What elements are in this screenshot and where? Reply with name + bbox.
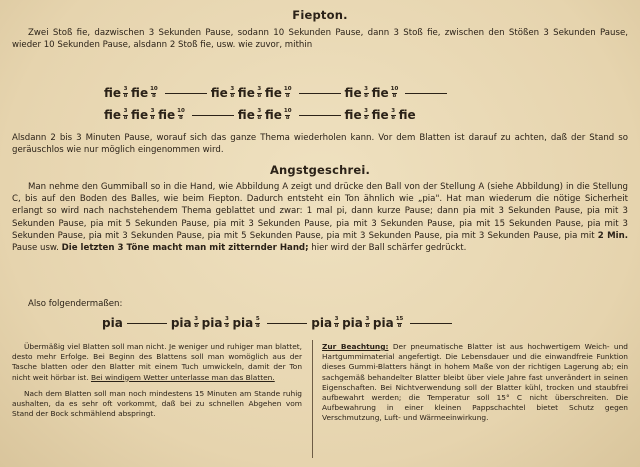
right-column: [322, 342, 628, 430]
notation-word: fie: [264, 108, 282, 122]
pause-dash: [410, 323, 452, 324]
notation-word: fie: [237, 108, 255, 122]
pause-dash: [192, 115, 234, 116]
notation-word: fie: [371, 86, 389, 100]
notation-word: pia: [201, 316, 223, 330]
notation-fraction: $\frac{3}{8}$: [257, 108, 262, 121]
notation-fraction: $\frac{10}{8}$: [177, 108, 185, 121]
notation-fraction: $\frac{3}{8}$: [123, 86, 128, 99]
notation-word: pia: [170, 316, 192, 330]
notation-word: fie: [264, 86, 282, 100]
notation-word: pia: [102, 316, 123, 330]
fiepton-intro: Zwei Stoß fie, dazwischen 3 Sekunden Pause, sodann 10 Sekunden Pause, dann 3 Stoß fie, zwischen den Stößen 3 Sekunden Pause, wieder 10 Sekunden Pause, alsdann 2 Stoß fie, usw. wie zuvor, mithin: [12, 28, 628, 51]
angst-body: Man nehme den Gummiball so in die Hand, wie Abbildung A zeigt und drücke den Ball von der Stellung A (siehe Abbildung) in die Stellung C, bis auf den Boden des Balles, wie beim Fiepton. Dadurch entsteht ein Ton ähnlich wie „pia". Hat man wiederum die nötige Sicherheit erlangt so wird nach nachstehendem Thema geblattet und zwar: 1 mal pi, dann kurze Pause; dann pia mit 3 Sekunden Pause, pia mit 3 Sekunden Pause, pia mit 5 Sekunden Pause, pia mit 3 Sekunden Pause, pia mit 3 Sekunden Pause, pia mit 15 Sekunden Pause, pia mit 3 Sekunden Pause, pia mit 3 Sekunden Pause, pia mit 5 Sekunden Pause, pia mit 3 Sekunden Pause, pia mit 3 Sekunden Pause, pia mit 2 Min. Pause usw. Die letzten 3 Töne macht man mit zitternder Hand; hier wird der Ball schärfer gedrückt.: [12, 182, 628, 254]
beachtung-paragraph: Zur Beachtung: Der pneumatische Blatter ist aus hochwertigem Weich- und Hartgummimaterial angefertigt. Die Lebensdauer und die einwandfreie Funktion dieses Gummi-Blatters hängt in hohem Maße von der richtigen Lagerung ab; ein sachgemäß behandelter Blatter bleibt über viele Jahre fast unverändert in seinen Eigenschaften. Bei Nichtverwendung soll der Blatter kühl, trocken und staubfrei aufbewahrt werden; die Temperatur soll 15° C nicht überschreiten. Die Aufbewahrung in einer kleinen Pappschachtel bietet Schutz gegen Verschmutzung, Luft- und Wärmeeinwirkung.: [322, 342, 628, 423]
pause-dash: [267, 323, 307, 324]
column-divider: [312, 340, 313, 458]
notation-word: fie: [344, 108, 362, 122]
left-column: [12, 342, 302, 425]
notation-word: pia: [311, 316, 333, 330]
notation-fraction: $\frac{5}{8}$: [255, 316, 260, 329]
notation-word: fie: [131, 86, 149, 100]
notation-fraction: $\frac{10}{8}$: [283, 108, 292, 121]
pause-dash: [127, 323, 167, 324]
notation-fraction: $\frac{3}{8}$: [334, 316, 339, 329]
notation-word: fie: [104, 86, 122, 100]
notation-word: fie: [131, 108, 149, 122]
notation-word: fie: [158, 108, 176, 122]
notation-fraction: $\frac{3}{8}$: [365, 316, 370, 329]
notation-fraction: $\frac{3}{8}$: [364, 86, 368, 99]
angst-title: Angstgeschrei.: [269, 163, 371, 177]
notation-fraction: $\frac{3}{8}$: [257, 86, 262, 99]
notation-fraction: $\frac{3}{8}$: [194, 316, 199, 329]
left-paragraph-1: Übermäßig viel Blatten soll man nicht. Je weniger und ruhiger man blattet, desto mehr Erfolge. Bei Beginn des Blattens soll man womöglich aus der Tasche blatten oder den Blatter mit einem Tuch umwickeln, damit der Ton nicht weit hörbar ist. Bei windigem Wetter unterlasse man das Blatten.: [12, 342, 302, 382]
notation-word: fie: [344, 86, 362, 100]
notation-word: pia: [232, 316, 254, 330]
notation-fraction: $\frac{10}{8}$: [283, 86, 292, 99]
pause-dash: [165, 93, 207, 94]
notation-fraction: $\frac{10}{8}$: [390, 86, 399, 99]
pause-dash: [299, 115, 341, 116]
notation-word: fie: [104, 108, 122, 122]
angst-notation: [102, 316, 456, 330]
notation-word: fie: [237, 86, 255, 100]
notation-fraction: $\frac{10}{8}$: [150, 86, 158, 99]
pause-dash: [405, 93, 447, 94]
angst-also: Also folgendermaßen:: [28, 299, 123, 309]
notation-fraction: $\frac{3}{8}$: [225, 316, 229, 329]
fiepton-notation-line-2: [104, 108, 416, 122]
pause-dash: [299, 93, 341, 94]
notation-word: pia: [342, 316, 363, 330]
notation-word: fie: [398, 108, 416, 122]
notation-word: fie: [210, 86, 228, 100]
fiepton-title: Fiepton.: [292, 8, 348, 22]
notation-fraction: $\frac{3}{8}$: [391, 108, 396, 121]
notation-fraction: $\frac{3}{8}$: [364, 108, 368, 121]
notation-fraction: $\frac{3}{8}$: [150, 108, 155, 121]
fiepton-after: Alsdann 2 bis 3 Minuten Pause, worauf sich das ganze Thema wiederholen kann. Vor dem Blatten ist darauf zu achten, daß der Stand so geräuschlos wie nur möglich eingenommen wird.: [12, 133, 628, 156]
notation-fraction: $\frac{3}{8}$: [123, 108, 128, 121]
notation-fraction: $\frac{3}{8}$: [230, 86, 235, 99]
fiepton-notation-line-1: [104, 86, 451, 100]
notation-word: pia: [372, 316, 394, 330]
notation-word: fie: [371, 108, 389, 122]
left-paragraph-2: Nach dem Blatten soll man noch mindestens 15 Minuten am Stande ruhig aushalten, da es sehr oft vorkommt, daß bei zu schnellen Abgehen vom Stand der Bock schmählend abspringt.: [12, 388, 302, 419]
notation-fraction: $\frac{15}{8}$: [395, 316, 404, 329]
